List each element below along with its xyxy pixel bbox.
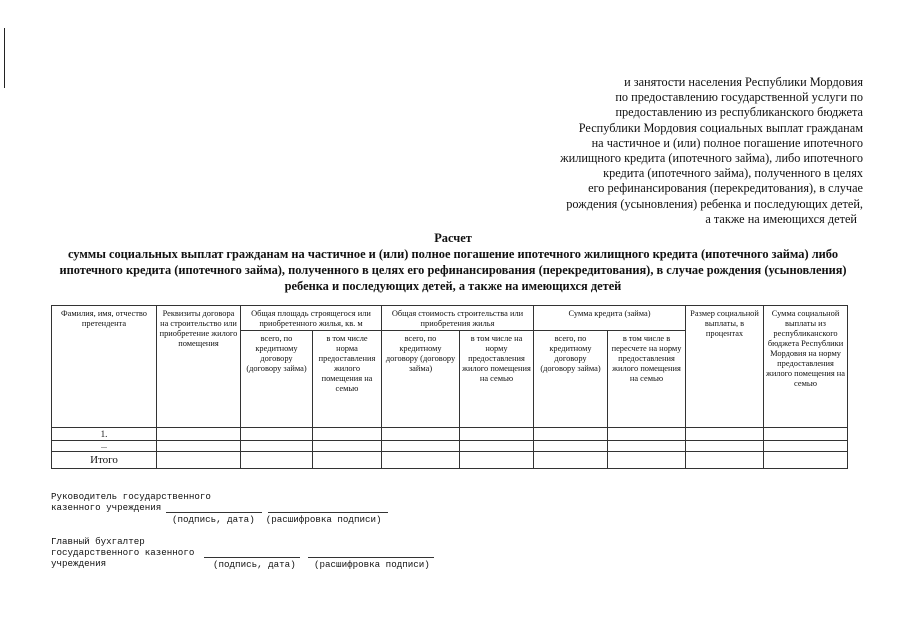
subheader-area-total: всего, по кредитному договору (договору займа) — [241, 331, 313, 428]
accountant-title-line3: учреждения — [51, 558, 107, 569]
header-cell-payment-sum: Сумма социальной выплаты из республиканского бюджета Республики Мордовия на норму предоставления жилого помещения на семью — [764, 306, 848, 428]
calculation-table — [51, 305, 848, 469]
table-cell — [382, 452, 460, 469]
table-cell — [313, 428, 382, 441]
accountant-title-line2: государственного казенного — [51, 547, 195, 558]
accountant-name-line — [308, 557, 434, 558]
table-cell — [157, 441, 241, 452]
header-line: на частичное и (или) полное погашение ипотечного — [591, 135, 863, 150]
table-cell — [686, 428, 764, 441]
header-line: а также на имеющихся детей — [705, 211, 857, 226]
table-cell — [534, 441, 608, 452]
accountant-title-line1: Главный бухгалтер — [51, 536, 145, 547]
header-block — [480, 75, 863, 227]
table-cell — [313, 441, 382, 452]
table-cell — [241, 452, 313, 469]
subheader-cost-total: всего, по кредитному договору (договору займа) — [382, 331, 460, 428]
table-cell — [241, 428, 313, 441]
table-cell — [686, 452, 764, 469]
table-cell — [764, 441, 848, 452]
header-cell-payment-size: Размер социальной выплаты, в процентах — [686, 306, 764, 428]
table-cell — [608, 452, 686, 469]
table-cell — [382, 441, 460, 452]
head-name-line — [268, 512, 388, 513]
table-header-row — [52, 306, 848, 331]
table-cell — [764, 428, 848, 441]
title-main: Расчет — [434, 231, 472, 245]
subheader-area-norm: в том числе норма предоставления жилого помещения на семью — [313, 331, 382, 428]
total-label: Итого — [52, 452, 157, 469]
header-line: по предоставлению государственной услуги по — [615, 90, 863, 105]
head-signature-caption: (подпись, дата) (расшифровка подписи) — [172, 514, 382, 525]
document-title — [0, 230, 906, 294]
header-line: жилищного кредита (ипотечного займа), либо ипотечного — [560, 151, 863, 166]
header-line: рождения (усыновления) ребенка и последующих детей, — [566, 196, 863, 211]
table-cell — [313, 452, 382, 469]
table-cell — [382, 428, 460, 441]
header-cell-credit: Сумма кредита (займа) — [534, 306, 686, 331]
table-cell — [608, 441, 686, 452]
subheader-credit-total: всего, по кредитному договору (договору займа) — [534, 331, 608, 428]
table-cell — [686, 441, 764, 452]
table-cell — [241, 441, 313, 452]
accountant-name-caption: (расшифровка подписи) — [314, 559, 430, 570]
head-signature-line — [166, 512, 262, 513]
subheader-credit-norm: в том числе в пересчете на норму предоставления жилого помещения на семью — [608, 331, 686, 428]
table-row — [52, 441, 848, 452]
title-subtitle: суммы социальных выплат гражданам на частичное и (или) полное погашение ипотечного жилищного кредита (ипотечного займа) либо ипотечного кредита (ипотечного займа), полученного в целях его рефинансирования (перекредитования), в случае рождения (усыновления) ребенка и последующих детей, а также на имеющихся детей — [59, 247, 847, 293]
head-title-line2: казенного учреждения — [51, 502, 162, 513]
header-cell-requisites: Реквизиты договора на строительство или приобретение жилого помещения — [157, 306, 241, 428]
table-total-row — [52, 452, 848, 469]
accountant-signature-caption: (подпись, дата) — [213, 559, 296, 570]
table-cell — [534, 452, 608, 469]
row-number: 1. — [52, 428, 157, 441]
table-cell — [157, 452, 241, 469]
table-cell — [460, 452, 534, 469]
table-cell — [608, 428, 686, 441]
header-line: Республики Мордовия социальных выплат гражданам — [578, 120, 863, 135]
row-ellipsis: ... — [52, 441, 157, 452]
header-line: его рефинансирования (перекредитования), в случае — [588, 181, 863, 196]
table-cell — [157, 428, 241, 441]
header-cell-cost: Общая стоимость строительства или приобретения жилья — [382, 306, 534, 331]
header-line: предоставлению из республиканского бюджета — [615, 105, 863, 120]
table-cell — [534, 428, 608, 441]
table-cell — [764, 452, 848, 469]
accountant-signature-line — [204, 557, 300, 558]
table-cell — [460, 441, 534, 452]
subheader-cost-norm: в том числе на норму предоставления жилого помещения на семью — [460, 331, 534, 428]
header-line: кредита (ипотечного займа), полученного в целях — [603, 166, 863, 181]
table-cell — [460, 428, 534, 441]
header-cell-fio: Фамилия, имя, отчество претендента — [52, 306, 157, 428]
header-cell-area: Общая площадь строящегося или приобретенного жилья, кв. м — [241, 306, 382, 331]
page-edge-mark — [4, 28, 5, 88]
head-title-line1: Руководитель государственного — [51, 491, 211, 502]
header-line: и занятости населения Республики Мордовия — [624, 75, 863, 89]
table-row — [52, 428, 848, 441]
